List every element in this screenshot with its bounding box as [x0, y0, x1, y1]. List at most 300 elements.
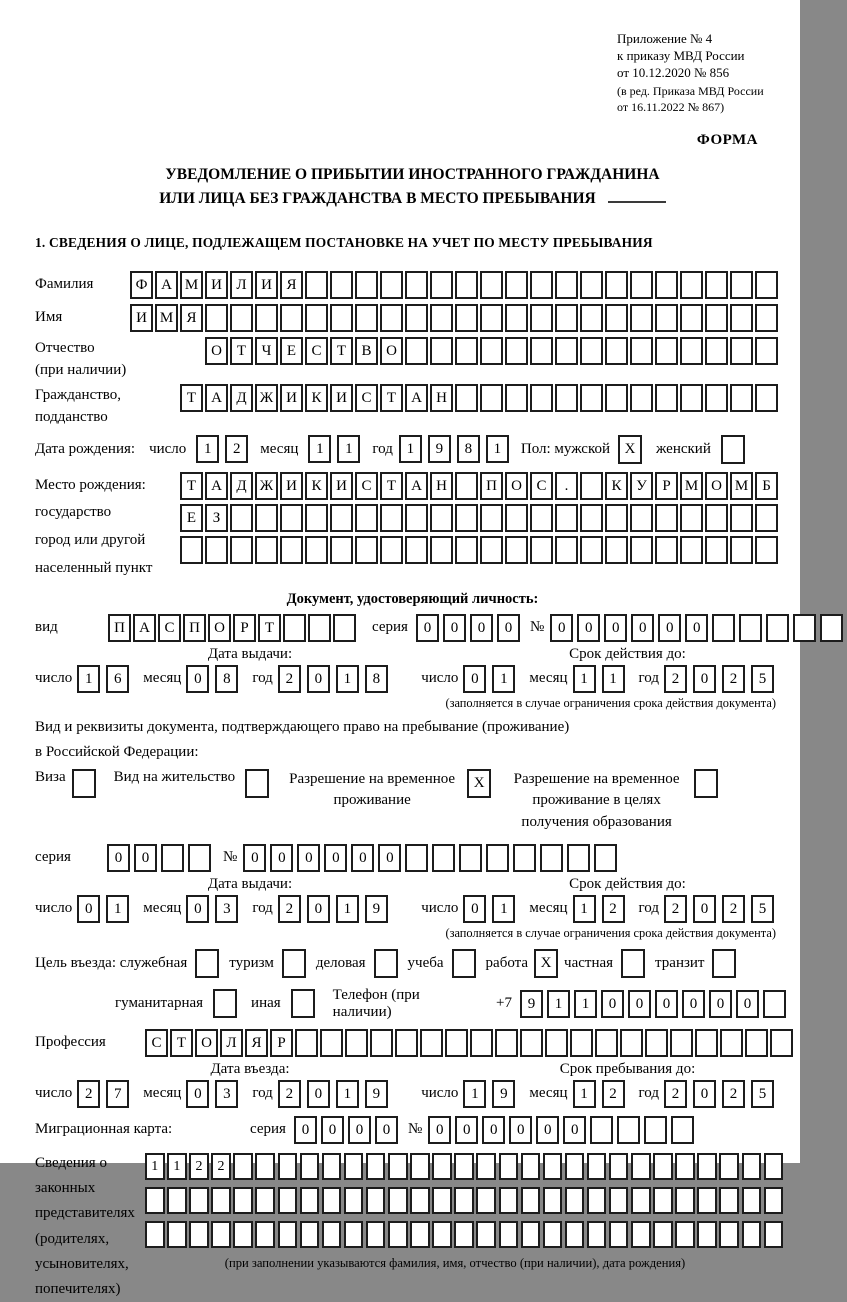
char-box[interactable]: У	[630, 472, 653, 500]
char-box[interactable]: 0	[107, 844, 130, 872]
char-box[interactable]: 0	[186, 895, 209, 923]
char-box[interactable]	[211, 1187, 231, 1214]
char-box[interactable]	[430, 337, 453, 365]
birth-month-boxes[interactable]	[308, 435, 366, 463]
char-box[interactable]	[505, 304, 528, 332]
stay-day-boxes[interactable]	[463, 1080, 521, 1108]
char-box[interactable]: Ж	[255, 384, 278, 412]
char-box[interactable]: Б	[755, 472, 778, 500]
char-box[interactable]: 0	[563, 1116, 586, 1144]
char-box[interactable]	[587, 1153, 607, 1180]
char-box[interactable]	[617, 1116, 640, 1144]
char-box[interactable]	[333, 614, 356, 642]
char-box[interactable]	[745, 1029, 768, 1057]
char-box[interactable]	[480, 337, 503, 365]
char-box[interactable]	[653, 1187, 673, 1214]
char-box[interactable]: 1	[145, 1153, 165, 1180]
char-box[interactable]: И	[330, 472, 353, 500]
char-box[interactable]	[719, 1153, 739, 1180]
char-box[interactable]: К	[605, 472, 628, 500]
char-box[interactable]	[505, 271, 528, 299]
char-box[interactable]	[587, 1187, 607, 1214]
char-box[interactable]: 2	[189, 1153, 209, 1180]
char-box[interactable]	[405, 536, 428, 564]
char-box[interactable]	[380, 304, 403, 332]
doc-valid-day-boxes[interactable]	[463, 665, 521, 693]
char-box[interactable]	[513, 844, 536, 872]
char-box[interactable]	[555, 271, 578, 299]
char-box[interactable]: 1	[573, 665, 596, 693]
char-box[interactable]	[300, 1187, 320, 1214]
char-box[interactable]	[300, 1221, 320, 1248]
char-box[interactable]	[555, 504, 578, 532]
char-box[interactable]	[719, 1221, 739, 1248]
char-box[interactable]	[530, 271, 553, 299]
char-box[interactable]	[432, 1153, 452, 1180]
char-box[interactable]: 8	[457, 435, 480, 463]
guardians-row1-boxes[interactable]	[145, 1153, 786, 1180]
stay-month-boxes[interactable]	[573, 1080, 631, 1108]
char-box[interactable]	[680, 536, 703, 564]
doc-issue-day-boxes[interactable]	[77, 665, 135, 693]
char-box[interactable]	[455, 384, 478, 412]
char-box[interactable]: Т	[170, 1029, 193, 1057]
char-box[interactable]	[543, 1221, 563, 1248]
doc-issue-year-boxes[interactable]	[278, 665, 394, 693]
char-box[interactable]	[675, 1187, 695, 1214]
char-box[interactable]	[555, 384, 578, 412]
char-box[interactable]: 0	[321, 1116, 344, 1144]
char-box[interactable]: 0	[658, 614, 681, 642]
char-box[interactable]: 1	[492, 895, 515, 923]
char-box[interactable]	[454, 1187, 474, 1214]
char-box[interactable]: Е	[180, 504, 203, 532]
char-box[interactable]: 1	[486, 435, 509, 463]
char-box[interactable]: 0	[307, 665, 330, 693]
char-box[interactable]: 3	[215, 895, 238, 923]
char-box[interactable]: 0	[243, 844, 266, 872]
char-box[interactable]	[255, 1153, 275, 1180]
char-box[interactable]: Д	[230, 384, 253, 412]
char-box[interactable]	[609, 1153, 629, 1180]
char-box[interactable]: 0	[348, 1116, 371, 1144]
char-box[interactable]	[545, 1029, 568, 1057]
char-box[interactable]: И	[255, 271, 278, 299]
char-box[interactable]	[344, 1221, 364, 1248]
char-box[interactable]: 1	[167, 1153, 187, 1180]
char-box[interactable]	[233, 1153, 253, 1180]
char-box[interactable]: И	[280, 384, 303, 412]
char-box[interactable]	[587, 1221, 607, 1248]
char-box[interactable]	[555, 337, 578, 365]
char-box[interactable]: 9	[365, 1080, 388, 1108]
char-box[interactable]	[388, 1221, 408, 1248]
char-box[interactable]	[530, 384, 553, 412]
char-box[interactable]: 1	[106, 895, 129, 923]
char-box[interactable]: М	[680, 472, 703, 500]
char-box[interactable]	[255, 504, 278, 532]
birth-day-boxes[interactable]	[196, 435, 254, 463]
char-box[interactable]	[770, 1029, 793, 1057]
char-box[interactable]	[671, 1116, 694, 1144]
char-box[interactable]	[594, 844, 617, 872]
char-box[interactable]	[763, 990, 786, 1018]
char-box[interactable]: Ч	[255, 337, 278, 365]
char-box[interactable]	[644, 1116, 667, 1144]
char-box[interactable]: 0	[497, 614, 520, 642]
char-box[interactable]: 0	[270, 844, 293, 872]
char-box[interactable]: О	[380, 337, 403, 365]
char-box[interactable]: 2	[211, 1153, 231, 1180]
char-box[interactable]: Л	[220, 1029, 243, 1057]
char-box[interactable]: 0	[186, 665, 209, 693]
char-box[interactable]	[233, 1187, 253, 1214]
char-box[interactable]: О	[195, 1029, 218, 1057]
char-box[interactable]	[280, 536, 303, 564]
char-box[interactable]: С	[530, 472, 553, 500]
char-box[interactable]	[305, 271, 328, 299]
char-box[interactable]	[609, 1221, 629, 1248]
char-box[interactable]: 7	[106, 1080, 129, 1108]
birth-year-boxes[interactable]	[399, 435, 515, 463]
char-box[interactable]	[410, 1187, 430, 1214]
char-box[interactable]: 0	[186, 1080, 209, 1108]
char-box[interactable]	[820, 614, 843, 642]
char-box[interactable]: 1	[573, 895, 596, 923]
entry-day-boxes[interactable]	[77, 1080, 135, 1108]
char-box[interactable]	[631, 1153, 651, 1180]
char-box[interactable]	[455, 271, 478, 299]
guardians-row3-boxes[interactable]	[145, 1221, 786, 1248]
char-box[interactable]	[697, 1221, 717, 1248]
char-box[interactable]: Т	[230, 337, 253, 365]
char-box[interactable]	[680, 271, 703, 299]
char-box[interactable]	[505, 384, 528, 412]
char-box[interactable]	[476, 1221, 496, 1248]
char-box[interactable]	[278, 1187, 298, 1214]
visa-checkbox[interactable]	[72, 769, 96, 798]
char-box[interactable]	[680, 384, 703, 412]
char-box[interactable]	[521, 1187, 541, 1214]
char-box[interactable]	[580, 384, 603, 412]
char-box[interactable]	[543, 1153, 563, 1180]
char-box[interactable]	[432, 1187, 452, 1214]
char-box[interactable]: 0	[428, 1116, 451, 1144]
char-box[interactable]	[480, 304, 503, 332]
char-box[interactable]	[205, 536, 228, 564]
char-box[interactable]	[697, 1187, 717, 1214]
char-box[interactable]	[630, 304, 653, 332]
char-box[interactable]	[695, 1029, 718, 1057]
char-box[interactable]	[432, 1221, 452, 1248]
char-box[interactable]	[755, 536, 778, 564]
char-box[interactable]	[480, 271, 503, 299]
char-box[interactable]: 2	[664, 895, 687, 923]
char-box[interactable]	[230, 304, 253, 332]
char-box[interactable]: 5	[751, 665, 774, 693]
char-box[interactable]	[366, 1153, 386, 1180]
char-box[interactable]: 9	[365, 895, 388, 923]
char-box[interactable]: Ф	[130, 271, 153, 299]
char-box[interactable]	[167, 1187, 187, 1214]
char-box[interactable]	[366, 1187, 386, 1214]
char-box[interactable]	[280, 504, 303, 532]
char-box[interactable]	[730, 271, 753, 299]
char-box[interactable]: 1	[547, 990, 570, 1018]
char-box[interactable]	[255, 1187, 275, 1214]
char-box[interactable]	[595, 1029, 618, 1057]
char-box[interactable]	[630, 337, 653, 365]
char-box[interactable]: Я	[280, 271, 303, 299]
char-box[interactable]: Н	[430, 384, 453, 412]
char-box[interactable]: 1	[492, 665, 515, 693]
char-box[interactable]	[189, 1187, 209, 1214]
char-box[interactable]	[300, 1153, 320, 1180]
char-box[interactable]	[720, 1029, 743, 1057]
char-box[interactable]	[655, 337, 678, 365]
char-box[interactable]	[605, 536, 628, 564]
char-box[interactable]	[764, 1187, 784, 1214]
char-box[interactable]	[355, 504, 378, 532]
char-box[interactable]	[605, 337, 628, 365]
permit-issue-year-boxes[interactable]	[278, 895, 394, 923]
char-box[interactable]	[680, 304, 703, 332]
char-box[interactable]: Я	[245, 1029, 268, 1057]
char-box[interactable]	[580, 337, 603, 365]
char-box[interactable]	[565, 1187, 585, 1214]
sex-female-checkbox[interactable]	[721, 435, 745, 464]
char-box[interactable]: Т	[180, 384, 203, 412]
char-box[interactable]	[167, 1221, 187, 1248]
char-box[interactable]	[430, 536, 453, 564]
char-box[interactable]	[430, 504, 453, 532]
char-box[interactable]	[395, 1029, 418, 1057]
char-box[interactable]	[712, 614, 735, 642]
char-box[interactable]	[280, 304, 303, 332]
doc-number-boxes[interactable]	[550, 614, 847, 642]
char-box[interactable]: 1	[77, 665, 100, 693]
char-box[interactable]: П	[183, 614, 206, 642]
char-box[interactable]	[764, 1153, 784, 1180]
doc-type-boxes[interactable]	[108, 614, 358, 642]
char-box[interactable]	[630, 536, 653, 564]
char-box[interactable]	[705, 337, 728, 365]
char-box[interactable]	[705, 536, 728, 564]
char-box[interactable]	[570, 1029, 593, 1057]
char-box[interactable]	[742, 1153, 762, 1180]
char-box[interactable]	[565, 1221, 585, 1248]
char-box[interactable]: 3	[215, 1080, 238, 1108]
migration-series-boxes[interactable]	[294, 1116, 402, 1144]
purpose-study-checkbox[interactable]	[452, 949, 476, 978]
char-box[interactable]	[653, 1221, 673, 1248]
char-box[interactable]	[719, 1187, 739, 1214]
purpose-other-checkbox[interactable]	[291, 989, 315, 1018]
char-box[interactable]: Т	[380, 384, 403, 412]
char-box[interactable]	[730, 304, 753, 332]
char-box[interactable]	[580, 536, 603, 564]
purpose-work-checkbox[interactable]: X	[534, 949, 558, 978]
char-box[interactable]	[455, 504, 478, 532]
char-box[interactable]	[430, 304, 453, 332]
char-box[interactable]: И	[130, 304, 153, 332]
char-box[interactable]	[609, 1187, 629, 1214]
birthplace-row1-boxes[interactable]	[180, 472, 780, 500]
sex-male-checkbox[interactable]: X	[618, 435, 642, 464]
doc-series-boxes[interactable]	[416, 614, 524, 642]
char-box[interactable]	[580, 504, 603, 532]
char-box[interactable]	[145, 1187, 165, 1214]
char-box[interactable]	[631, 1221, 651, 1248]
char-box[interactable]	[697, 1153, 717, 1180]
char-box[interactable]	[730, 337, 753, 365]
char-box[interactable]: 2	[664, 665, 687, 693]
char-box[interactable]: 0	[351, 844, 374, 872]
char-box[interactable]: 0	[77, 895, 100, 923]
char-box[interactable]	[283, 614, 306, 642]
char-box[interactable]: 0	[416, 614, 439, 642]
char-box[interactable]: 0	[509, 1116, 532, 1144]
char-box[interactable]: 2	[278, 1080, 301, 1108]
char-box[interactable]	[370, 1029, 393, 1057]
char-box[interactable]	[366, 1221, 386, 1248]
char-box[interactable]	[459, 844, 482, 872]
char-box[interactable]	[605, 304, 628, 332]
citizenship-boxes[interactable]	[180, 384, 780, 412]
permit-valid-day-boxes[interactable]	[463, 895, 521, 923]
char-box[interactable]: 0	[685, 614, 708, 642]
char-box[interactable]: И	[330, 384, 353, 412]
char-box[interactable]	[730, 504, 753, 532]
char-box[interactable]	[486, 844, 509, 872]
char-box[interactable]	[330, 271, 353, 299]
char-box[interactable]	[355, 304, 378, 332]
permit-number-boxes[interactable]	[243, 844, 621, 872]
char-box[interactable]: 1	[336, 665, 359, 693]
char-box[interactable]: 0	[736, 990, 759, 1018]
char-box[interactable]: А	[205, 472, 228, 500]
char-box[interactable]: Т	[330, 337, 353, 365]
char-box[interactable]	[675, 1221, 695, 1248]
char-box[interactable]	[345, 1029, 368, 1057]
char-box[interactable]	[655, 384, 678, 412]
char-box[interactable]: 2	[722, 1080, 745, 1108]
char-box[interactable]	[330, 536, 353, 564]
char-box[interactable]	[653, 1153, 673, 1180]
char-box[interactable]	[320, 1029, 343, 1057]
char-box[interactable]	[499, 1187, 519, 1214]
char-box[interactable]: 2	[602, 1080, 625, 1108]
char-box[interactable]	[405, 504, 428, 532]
char-box[interactable]: 0	[463, 665, 486, 693]
char-box[interactable]	[355, 536, 378, 564]
char-box[interactable]	[605, 384, 628, 412]
doc-valid-month-boxes[interactable]	[573, 665, 631, 693]
char-box[interactable]	[145, 1221, 165, 1248]
char-box[interactable]	[739, 614, 762, 642]
char-box[interactable]	[521, 1153, 541, 1180]
char-box[interactable]: М	[180, 271, 203, 299]
profession-boxes[interactable]	[145, 1029, 795, 1057]
doc-valid-year-boxes[interactable]	[664, 665, 780, 693]
char-box[interactable]: 2	[664, 1080, 687, 1108]
char-box[interactable]	[255, 536, 278, 564]
char-box[interactable]	[432, 844, 455, 872]
char-box[interactable]: Т	[258, 614, 281, 642]
char-box[interactable]: Т	[380, 472, 403, 500]
name-boxes[interactable]	[130, 304, 780, 332]
char-box[interactable]	[705, 384, 728, 412]
char-box[interactable]: 8	[215, 665, 238, 693]
char-box[interactable]: О	[705, 472, 728, 500]
char-box[interactable]	[520, 1029, 543, 1057]
char-box[interactable]: 2	[278, 895, 301, 923]
char-box[interactable]: А	[133, 614, 156, 642]
char-box[interactable]	[540, 844, 563, 872]
char-box[interactable]	[344, 1187, 364, 1214]
char-box[interactable]	[454, 1221, 474, 1248]
char-box[interactable]	[495, 1029, 518, 1057]
char-box[interactable]	[521, 1221, 541, 1248]
char-box[interactable]	[189, 1221, 209, 1248]
char-box[interactable]: З	[205, 504, 228, 532]
char-box[interactable]	[730, 384, 753, 412]
char-box[interactable]: 0	[693, 1080, 716, 1108]
char-box[interactable]: 1	[308, 435, 331, 463]
char-box[interactable]: А	[405, 472, 428, 500]
char-box[interactable]: Р	[270, 1029, 293, 1057]
char-box[interactable]: 1	[602, 665, 625, 693]
char-box[interactable]: 1	[336, 1080, 359, 1108]
char-box[interactable]	[499, 1153, 519, 1180]
char-box[interactable]: Д	[230, 472, 253, 500]
char-box[interactable]: С	[355, 472, 378, 500]
char-box[interactable]: 0	[628, 990, 651, 1018]
char-box[interactable]	[742, 1187, 762, 1214]
char-box[interactable]: К	[305, 384, 328, 412]
char-box[interactable]	[388, 1153, 408, 1180]
char-box[interactable]	[543, 1187, 563, 1214]
char-box[interactable]	[405, 304, 428, 332]
char-box[interactable]	[295, 1029, 318, 1057]
char-box[interactable]: 0	[378, 844, 401, 872]
char-box[interactable]	[580, 304, 603, 332]
char-box[interactable]	[730, 536, 753, 564]
char-box[interactable]: 1	[399, 435, 422, 463]
char-box[interactable]	[355, 271, 378, 299]
char-box[interactable]: О	[505, 472, 528, 500]
char-box[interactable]	[605, 504, 628, 532]
char-box[interactable]: 1	[574, 990, 597, 1018]
char-box[interactable]	[308, 614, 331, 642]
char-box[interactable]: 0	[324, 844, 347, 872]
char-box[interactable]	[476, 1187, 496, 1214]
char-box[interactable]: Ж	[255, 472, 278, 500]
char-box[interactable]: 0	[463, 895, 486, 923]
char-box[interactable]	[530, 504, 553, 532]
char-box[interactable]	[278, 1221, 298, 1248]
char-box[interactable]	[278, 1153, 298, 1180]
char-box[interactable]	[530, 304, 553, 332]
temp-residence-checkbox[interactable]: X	[467, 769, 491, 798]
char-box[interactable]	[180, 536, 203, 564]
char-box[interactable]	[755, 304, 778, 332]
char-box[interactable]: 2	[602, 895, 625, 923]
char-box[interactable]	[499, 1221, 519, 1248]
char-box[interactable]	[764, 1221, 784, 1248]
permit-valid-month-boxes[interactable]	[573, 895, 631, 923]
char-box[interactable]	[305, 536, 328, 564]
